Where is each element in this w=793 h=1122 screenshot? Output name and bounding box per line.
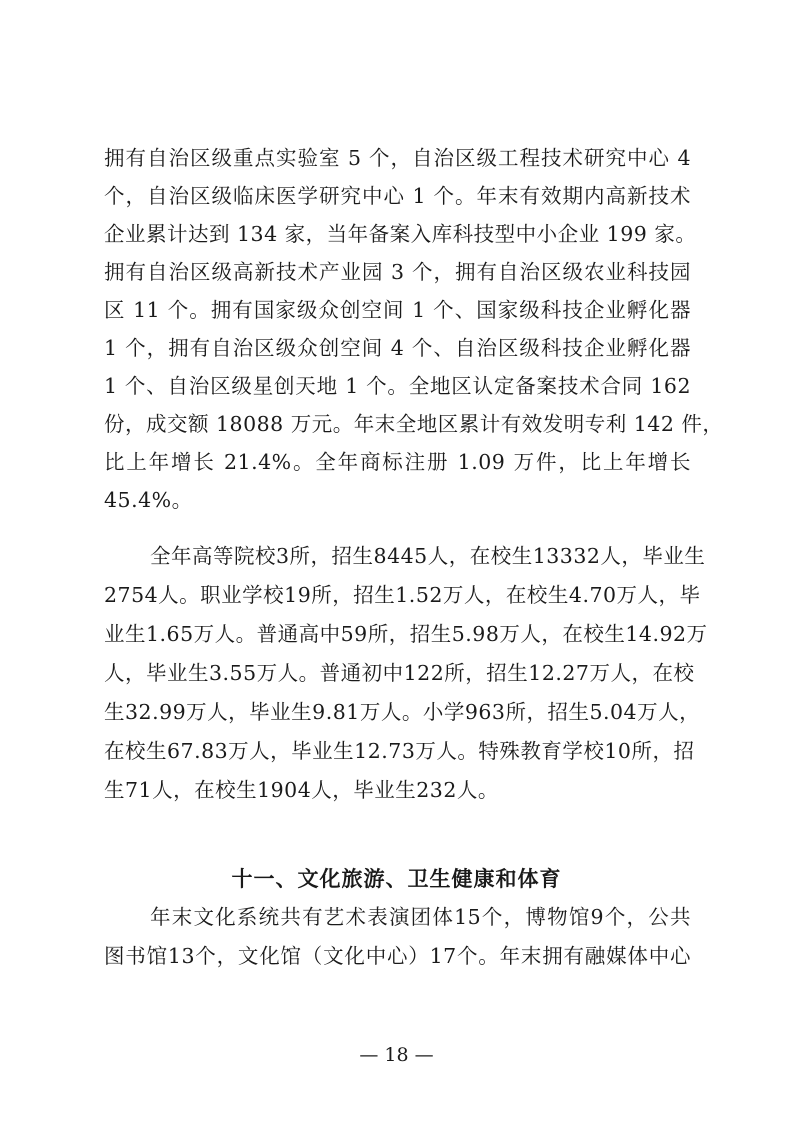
- text-line: 1 个、自治区级星创天地 1 个。全地区认定备案技术合同 162: [104, 374, 691, 398]
- text-line: 生71人，在校生1904人，毕业生232人。: [104, 778, 499, 802]
- page-number: — 18 —: [359, 1044, 434, 1066]
- text-line: 拥有自治区级高新技术产业园 3 个，拥有自治区级农业科技园: [104, 260, 691, 284]
- text-line: 45.4%。: [104, 488, 193, 512]
- text-line: 年末文化系统共有艺术表演团体15个，博物馆9个，公共: [150, 905, 691, 929]
- text-line: 图书馆13个，文化馆（文化中心）17个。年末拥有融媒体中心: [104, 944, 691, 968]
- text-line: 比上年增长 21.4%。全年商标注册 1.09 万件，比上年增长: [104, 450, 691, 474]
- text-line: 人，毕业生3.55万人。普通初中122所，招生12.27万人，在校: [104, 661, 695, 685]
- text-line: 业生1.65万人。普通高中59所，招生5.98万人，在校生14.92万: [104, 622, 708, 646]
- text-line: 拥有自治区级重点实验室 5 个，自治区级工程技术研究中心 4: [104, 146, 691, 170]
- text-line: 全年高等院校3所，招生8445人，在校生13332人，毕业生: [150, 544, 706, 568]
- text-line: 1 个，拥有自治区级众创空间 4 个、自治区级科技企业孵化器: [104, 336, 691, 360]
- text-line: 区 11 个。拥有国家级众创空间 1 个、国家级科技企业孵化器: [104, 298, 691, 322]
- section-heading: 十一、文化旅游、卫生健康和体育: [231, 867, 562, 891]
- text-line: 份，成交额 18088 万元。年末全地区累计有效发明专利 142 件，: [104, 412, 724, 436]
- text-line: 生32.99万人，毕业生9.81万人。小学963所，招生5.04万人，: [104, 700, 701, 724]
- text-line: 在校生67.83万人，毕业生12.73万人。特殊教育学校10所，招: [104, 739, 695, 763]
- text-line: 个，自治区级临床医学研究中心 1 个。年末有效期内高新技术: [104, 184, 691, 208]
- text-line: 2754人。职业学校19所，招生1.52万人，在校生4.70万人，毕: [104, 583, 701, 607]
- text-line: 企业累计达到 134 家，当年备案入库科技型中小企业 199 家。: [104, 222, 697, 246]
